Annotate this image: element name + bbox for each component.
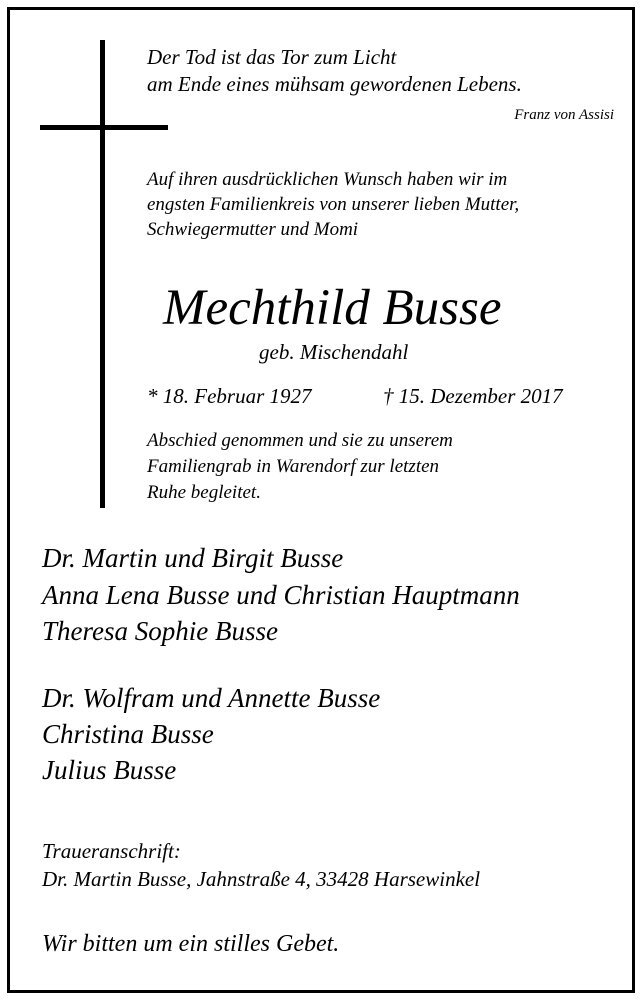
quote-line-1: Der Tod ist das Tor zum Licht	[147, 45, 397, 69]
intro-line-3: Schwiegermutter und Momi	[147, 219, 359, 240]
cross-icon-bar	[40, 125, 168, 130]
maiden-name: geb. Mischendahl	[259, 340, 409, 364]
farewell-line-2: Familiengrab in Warendorf zur letzten	[147, 456, 440, 477]
closing-line: Wir bitten um ein stilles Gebet.	[42, 931, 340, 957]
deceased-name: Mechthild Busse	[163, 280, 502, 336]
quote-line-2: am Ende eines mühsam gewordenen Lebens.	[147, 72, 522, 96]
birth-date: * 18. Februar 1927	[147, 384, 312, 408]
intro-line-2: engsten Familienkreis von unserer lieben Mutter,	[147, 194, 520, 215]
family-member: Christina Busse	[42, 719, 214, 749]
family-member: Dr. Martin und Birgit Busse	[42, 543, 344, 573]
family-member: Julius Busse	[42, 755, 177, 785]
address-label: Traueranschrift:	[42, 839, 181, 863]
intro-line-1: Auf ihren ausdrücklichen Wunsch haben wir im	[147, 169, 508, 190]
family-member: Dr. Wolfram und Annette Busse	[42, 683, 381, 713]
quote-author: Franz von Assisi	[514, 107, 614, 123]
death-date: † 15. Dezember 2017	[383, 384, 563, 408]
address-value: Dr. Martin Busse, Jahnstraße 4, 33428 Harsewinkel	[42, 867, 481, 891]
cross-icon	[100, 40, 105, 508]
farewell-line-1: Abschied genommen und sie zu unserem	[147, 430, 453, 451]
family-member: Anna Lena Busse und Christian Hauptmann	[42, 580, 520, 610]
farewell-line-3: Ruhe begleitet.	[147, 482, 261, 503]
family-member: Theresa Sophie Busse	[42, 616, 278, 646]
